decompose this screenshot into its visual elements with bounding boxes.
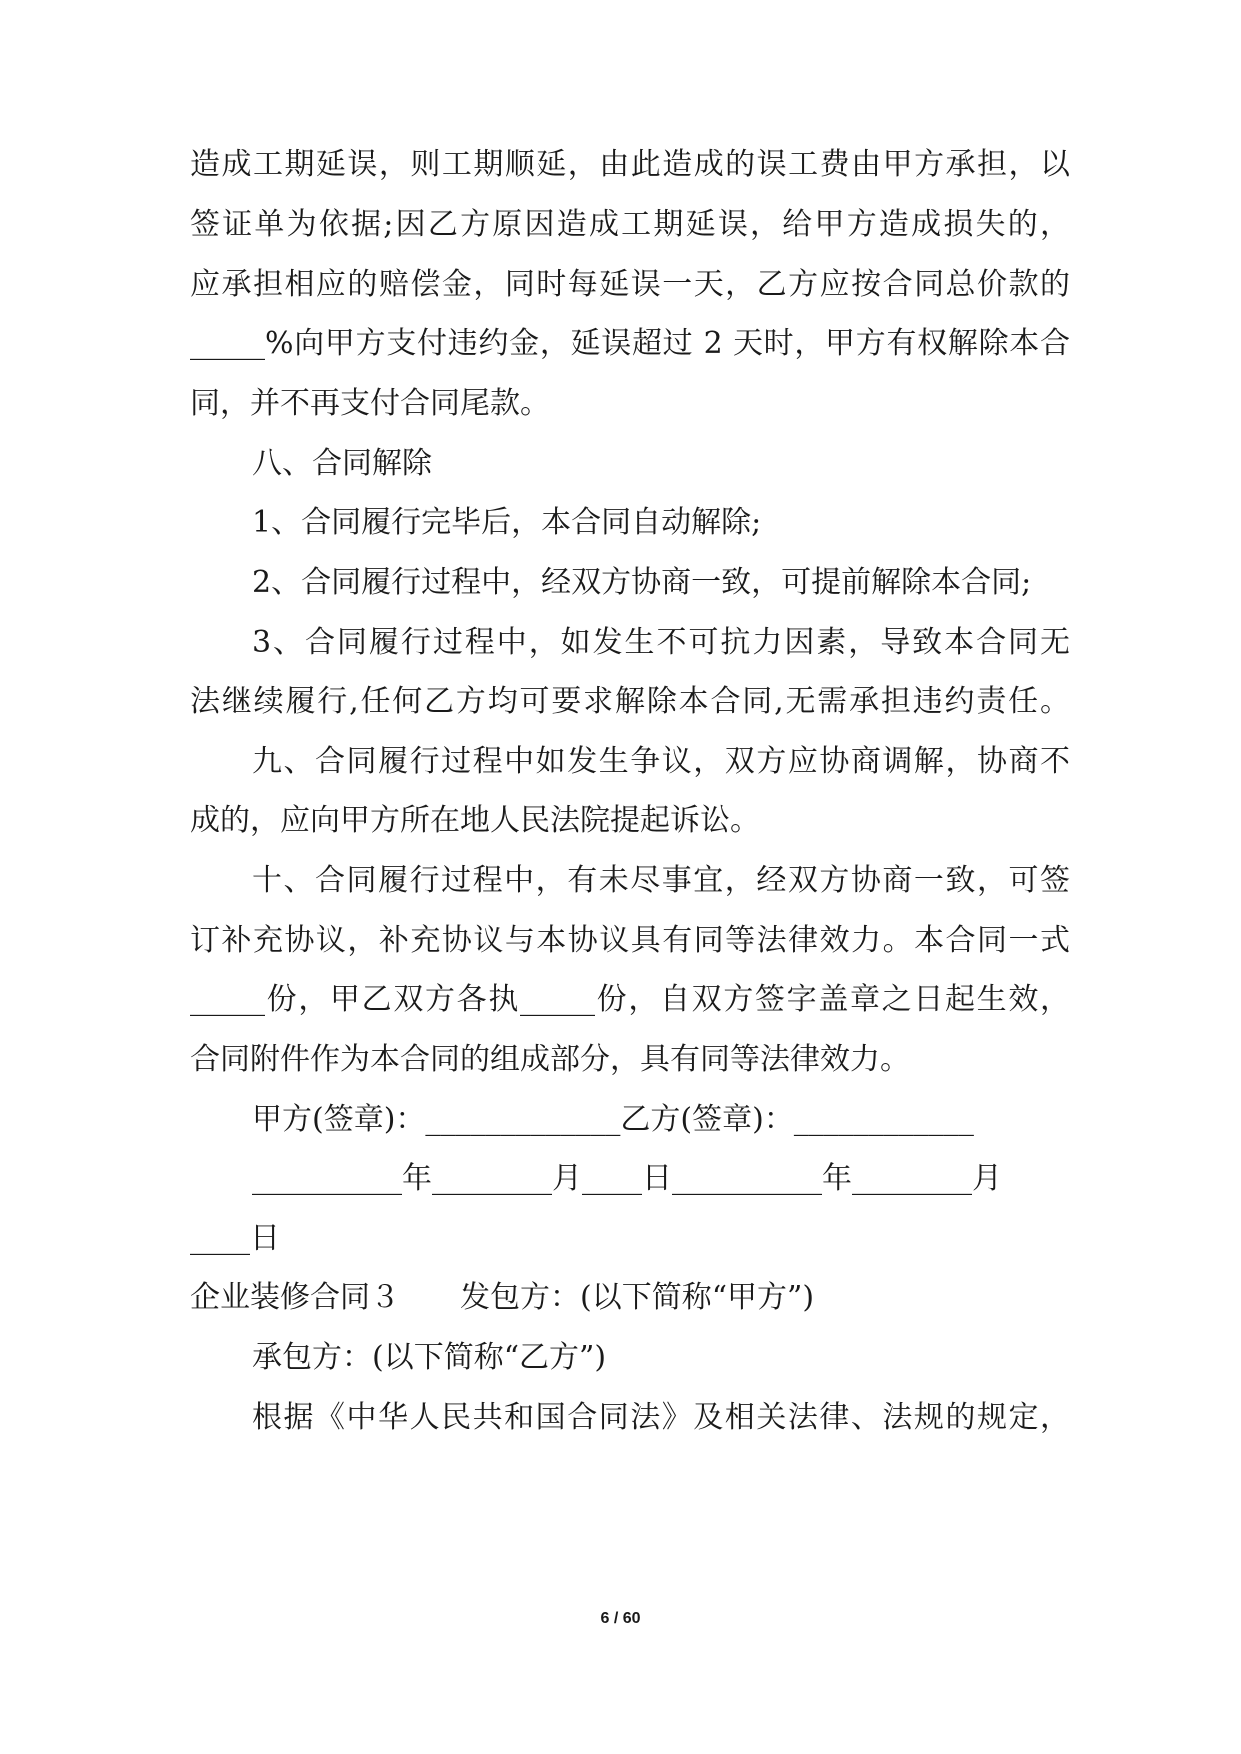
contract-title-line: 企业装修合同３ 发包方：(以下简称“甲方”) [190, 1280, 815, 1315]
paragraph-line: 法继续履行,任何乙方均可要求解除本合同,无需承担违约责任。 [190, 684, 1070, 719]
paragraph-line: 订补充协议，补充协议与本协议具有同等法律效力。本合同一式 [190, 923, 1070, 958]
date-line: ____日 [190, 1221, 280, 1256]
paragraph-line: 成的，应向甲方所在地人民法院提起诉讼。 [190, 803, 760, 838]
section-heading: 八、合同解除 [252, 446, 432, 481]
paragraph-line: 应承担相应的赔偿金，同时每延误一天，乙方应按合同总价款的 [190, 267, 1070, 302]
page-number: 6 / 60 [600, 1610, 641, 1627]
paragraph-line: _____份，甲乙双方各执_____份，自双方签字盖章之日起生效， [190, 982, 1070, 1017]
paragraph-line: _____%向甲方支付违约金，延误超过 2 天时，甲方有权解除本合 [190, 326, 1070, 361]
paragraph-line: 九、合同履行过程中如发生争议，双方应协商调解，协商不 [252, 744, 1070, 779]
date-line: __________年________月____日__________年________月 [252, 1161, 1002, 1196]
paragraph-line: 1、合同履行完毕后，本合同自动解除; [252, 505, 762, 540]
paragraph-line: 根据《中华人民共和国合同法》及相关法律、法规的规定， [252, 1400, 1070, 1435]
paragraph-line: 造成工期延误，则工期顺延，由此造成的误工费由甲方承担，以 [190, 147, 1070, 182]
paragraph-line: 同，并不再支付合同尾款。 [190, 386, 550, 421]
signature-line: 甲方(签章)：_____________乙方(签章)：____________ [252, 1102, 974, 1137]
paragraph-line: 合同附件作为本合同的组成部分，具有同等法律效力。 [190, 1042, 910, 1077]
paragraph-line: 签证单为依据;因乙方原因造成工期延误，给甲方造成损失的， [190, 207, 1070, 242]
paragraph-line: 十、合同履行过程中，有未尽事宜，经双方协商一致，可签 [252, 863, 1070, 898]
paragraph-line: 2、合同履行过程中，经双方协商一致，可提前解除本合同; [252, 565, 1032, 600]
paragraph-line: 3、合同履行过程中，如发生不可抗力因素，导致本合同无 [252, 625, 1070, 660]
paragraph-line: 承包方：(以下简称“乙方”) [252, 1340, 607, 1375]
